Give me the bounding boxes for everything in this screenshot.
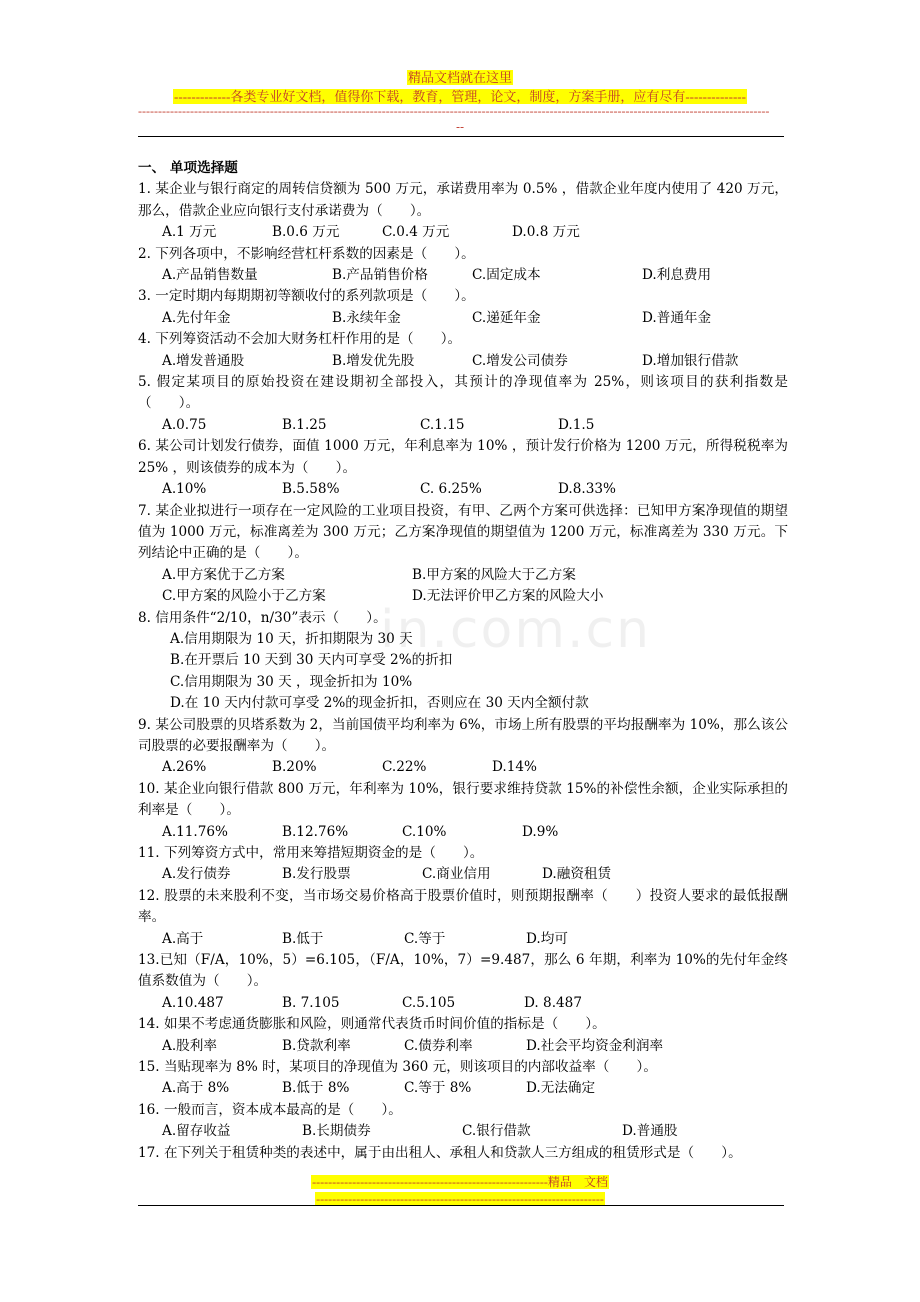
option: B.12.76% — [282, 823, 349, 840]
option: C.22% — [382, 759, 427, 776]
header-rule — [138, 136, 784, 137]
option: B.20% — [272, 759, 317, 776]
option: C.等于 — [404, 930, 446, 947]
option-group — [138, 479, 788, 500]
option-group — [138, 1078, 788, 1099]
question-text: 4. 下列筹资活动不会加大财务杠杆作用的是（ ）。 — [138, 331, 462, 348]
question-text: 7. 某企业拟进行一项存在一定风险的工业项目投资，有甲、乙两个方案可供选择：已知甲方案净现值的期望值为 1000 万元，标准离差为 300 万元；乙方案净现值的期望值为 1200 万元，标准离差为 330 万元。下列结论中正确的是（ ）。 — [138, 502, 788, 562]
option: A.11.76% — [162, 823, 228, 840]
option-group — [138, 929, 788, 950]
option: A.0.75 — [162, 416, 207, 433]
option: C.5.105 — [402, 994, 456, 1011]
option: B.长期债券 — [302, 1123, 371, 1140]
question-list — [138, 158, 788, 1164]
option: A.甲方案优于乙方案 — [162, 566, 285, 583]
section-title: 一、 单项选择题 — [138, 160, 238, 176]
option: B.甲方案的风险大于乙方案 — [412, 566, 576, 583]
option: B.产品销售价格 — [332, 267, 428, 284]
header-slogan-row — [0, 86, 920, 105]
option: A.26% — [162, 759, 207, 776]
question-text: 5. 假定某项目的原始投资在建设期初全部投入，其预计的净现值率为 25%，则该项目的获利指数是（ ）。 — [138, 374, 788, 412]
option: A.信用期限为 10 天，折扣期限为 30 天 — [170, 630, 413, 647]
question-text: 11. 下列筹资方式中，常用来筹措短期资金的是（ ）。 — [138, 845, 484, 861]
option: B.发行股票 — [282, 866, 351, 883]
option: A.发行债券 — [162, 866, 231, 883]
option-group — [138, 265, 788, 286]
option: B.低于 — [282, 930, 324, 947]
option: D.无法确定 — [526, 1080, 596, 1097]
header-dash-tail: -- — [455, 120, 465, 134]
option-group — [138, 864, 788, 885]
option: D.1.5 — [558, 416, 595, 433]
question-text: 15. 当贴现率为 8% 时，某项目的净现值为 360 元，则该项目的内部收益率（ ）。 — [138, 1059, 657, 1076]
option: C.甲方案的风险小于乙方案 — [162, 588, 326, 605]
option: D.利息费用 — [642, 267, 712, 284]
question-text: 12. 股票的未来股利不变，当市场交易价格高于股票价值时，则预期报酬率（ ）投资人要求的最低报酬率。 — [138, 887, 788, 926]
header-dash-line: -------------------------------------------------------------------------------------------------------------------------------------------------------------- — [138, 104, 770, 118]
option: A.10.487 — [162, 994, 224, 1011]
option: D.社会平均资金利润率 — [526, 1037, 664, 1054]
question-text: 6. 某公司计划发行债券，面值 1000 万元，年利息率为 10% ，预计发行价格为 1200 万元，所得税税率为 25% ，则该债券的成本为（ ）。 — [138, 438, 788, 476]
option: A.产品销售数量 — [162, 267, 258, 284]
option: C.等于 8% — [404, 1080, 472, 1097]
option: C.银行借款 — [462, 1123, 531, 1140]
question-text: 17. 在下列关于租赁种类的表述中，属于由出租人、承租人和贷款人三方组成的租赁形式是（ ）。 — [138, 1144, 742, 1161]
option: C.商业信用 — [422, 866, 491, 883]
option-group — [138, 565, 788, 586]
option: C.递延年金 — [472, 309, 541, 326]
option: A.增发普通股 — [162, 352, 245, 369]
option-group — [138, 1121, 788, 1142]
option-group — [138, 308, 788, 329]
option: B.低于 8% — [282, 1080, 350, 1097]
question-text: 16. 一般而言，资本成本最高的是（ ）。 — [138, 1101, 402, 1118]
option: D.8.33% — [558, 481, 616, 498]
header-title-row — [0, 67, 920, 86]
option: D. 8.487 — [524, 994, 582, 1011]
option: D.融资租赁 — [542, 866, 612, 883]
option: D.9% — [522, 823, 559, 840]
watermark: in.com.cn — [380, 600, 652, 660]
question-text: 8. 信用条件“2/10，n/30”表示（ ）。 — [138, 609, 387, 626]
option: B.贷款利率 — [282, 1037, 351, 1054]
option-group — [138, 415, 788, 436]
option: B. 7.105 — [282, 994, 340, 1011]
option: C.债券利率 — [404, 1037, 473, 1054]
option: A.先付年金 — [162, 309, 231, 326]
option: A.股利率 — [162, 1037, 217, 1054]
option-group — [138, 629, 788, 715]
footer-rule — [138, 1205, 784, 1206]
option-group — [138, 586, 788, 607]
option: D.无法评价甲乙方案的风险大小 — [412, 588, 604, 605]
question-text: 10. 某企业向银行借款 800 万元，年利率为 10%，银行要求维持贷款 15%的补偿性余额，企业实际承担的利率是（ ）。 — [138, 780, 788, 819]
option: D.普通年金 — [642, 309, 712, 326]
question-text: 1. 某企业与银行商定的周转信贷额为 500 万元，承诺费用率为 0.5% ，借款企业年度内使用了 420 万元，那么，借款企业应向银行支付承诺费为（ ）。 — [138, 181, 788, 219]
option: D.在 10 天内付款可享受 2%的现金折扣，否则应在 30 天内全额付款 — [170, 695, 589, 712]
footer-line-2: ------------------------------------------------------------------------ — [316, 1192, 604, 1206]
option: C.固定成本 — [472, 267, 541, 284]
option: B.1.25 — [282, 416, 327, 433]
option: C.信用期限为 30 天 ，现金折扣为 10% — [170, 673, 413, 690]
option: B.在开票后 10 天到 30 天内可享受 2%的折扣 — [170, 652, 453, 669]
question-text: 2. 下列各项中，不影响经营杠杆系数的因素是（ ）。 — [138, 245, 475, 262]
question-text: 14. 如果不考虑通货膨胀和风险，则通常代表货币时间价值的指标是（ ）。 — [138, 1016, 606, 1033]
option: D.增加银行借款 — [642, 352, 739, 369]
option-group — [138, 222, 788, 243]
option-group — [138, 351, 788, 372]
option: B.5.58% — [282, 481, 340, 498]
header-title: 精品文档就在这里 — [407, 70, 512, 85]
option: C.0.4 万元 — [382, 224, 450, 241]
option: A.高于 8% — [162, 1080, 230, 1097]
option-group — [138, 993, 788, 1014]
option: C.10% — [402, 823, 447, 840]
question-text: 13.已知（F/A，10%，5）=6.105，（F/A，10%，7）=9.487，那么 6 年期，利率为 10%的先付年金终值系数值为（ ）。 — [138, 952, 788, 990]
option: A.10% — [162, 481, 207, 498]
option: C.1.15 — [420, 416, 465, 433]
option: D.0.8 万元 — [512, 224, 580, 241]
option: C. 6.25% — [420, 481, 482, 498]
option: B.0.6 万元 — [272, 224, 340, 241]
option: D.14% — [492, 759, 537, 776]
option: A.高于 — [162, 930, 204, 947]
option-group — [138, 1036, 788, 1057]
option-group — [138, 757, 788, 778]
option: D.均可 — [526, 930, 568, 947]
option: A.留存收益 — [162, 1123, 231, 1140]
header-slogan: -------------各类专业好文档，值得你下载，教育，管理，论文，制度，方案手册，应有尽有-------------- — [174, 89, 746, 104]
option: A.1 万元 — [162, 224, 217, 241]
option: C.增发公司债券 — [472, 352, 568, 369]
option-group — [138, 822, 788, 843]
option: D.普通股 — [622, 1123, 678, 1140]
option: B.增发优先股 — [332, 352, 415, 369]
option: B.永续年金 — [332, 309, 401, 326]
footer-line-1: -----------------------------------------------------------精品 文档 — [312, 1175, 608, 1189]
question-text: 3. 一定时期内每期期初等额收付的系列款项是（ ）。 — [138, 288, 475, 305]
question-text: 9. 某公司股票的贝塔系数为 2，当前国债平均利率为 6%，市场上所有股票的平均报酬率为 10%，那么该公司股票的必要报酬率为（ ）。 — [138, 716, 788, 754]
